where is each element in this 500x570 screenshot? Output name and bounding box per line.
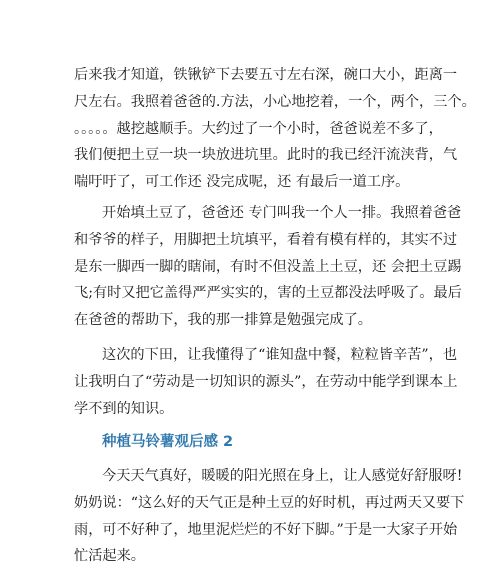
text-line: 忙活起来。 — [74, 548, 145, 565]
text-line: 这次的下田，让我懂得了“谁知盘中餐，粒粒皆辛苦”，也 — [102, 347, 458, 363]
text-line: 尺左右。我照着爸爸的.方法，小心地挖着，一个，两个，三个。 — [74, 93, 476, 110]
paragraph-1 — [74, 62, 476, 196]
text-line: 奶奶说：“这么好的天气正是种土豆的好时机，再过两天又要下 — [74, 494, 465, 511]
text-line: 今天天气真好，暖暖的阳光照在身上，让人感觉好舒服呀! — [102, 468, 463, 484]
paragraph-4 — [74, 463, 465, 570]
text-line: 开始填土豆了，爸爸还 专门叫我一个人一排。我照着爸爸 — [102, 205, 462, 221]
text-line: 喘吁吁了，可工作还 没完成呢，还 有最后一道工序。 — [74, 174, 410, 191]
text-line: 学不到的知识。 — [74, 400, 174, 417]
section-heading: 种植马铃薯观后感 2 — [102, 434, 234, 450]
text-line: 和爷爷的样子，用脚把土坑填平，看着有模有样的，其实不过 — [74, 231, 458, 248]
text-line: 后来我才知道，铁锹铲下去要五寸左右深，碗口大小，距离一 — [74, 67, 458, 83]
text-line: 雨，可不好种了，地里泥烂烂的不好下脚。”于是一大家子开始 — [74, 521, 458, 538]
text-line: 是东一脚西一脚的瞎闹，有时不但没盖上土豆，还 会把土豆踢 — [74, 258, 462, 275]
paragraph-3 — [74, 342, 458, 422]
text-line: 在爸爸的帮助下，我的那一排算是勉强完成了。 — [74, 312, 372, 329]
text-line: 让我明白了“劳动是一切知识的源头”，在劳动中能学到课本上 — [74, 373, 458, 390]
text-line: 。。。。。越挖越顺手。大约过了一个小时，爸爸说差不多了， — [74, 120, 443, 137]
text-line: 我们便把土豆一块一块放进坑里。此时的我已经汗流浃背，气 — [74, 147, 458, 164]
paragraph-2 — [74, 200, 462, 334]
text-line: 飞;有时又把它盖得严严实实的，害的土豆都没法呼吸了。最后 — [74, 285, 462, 302]
